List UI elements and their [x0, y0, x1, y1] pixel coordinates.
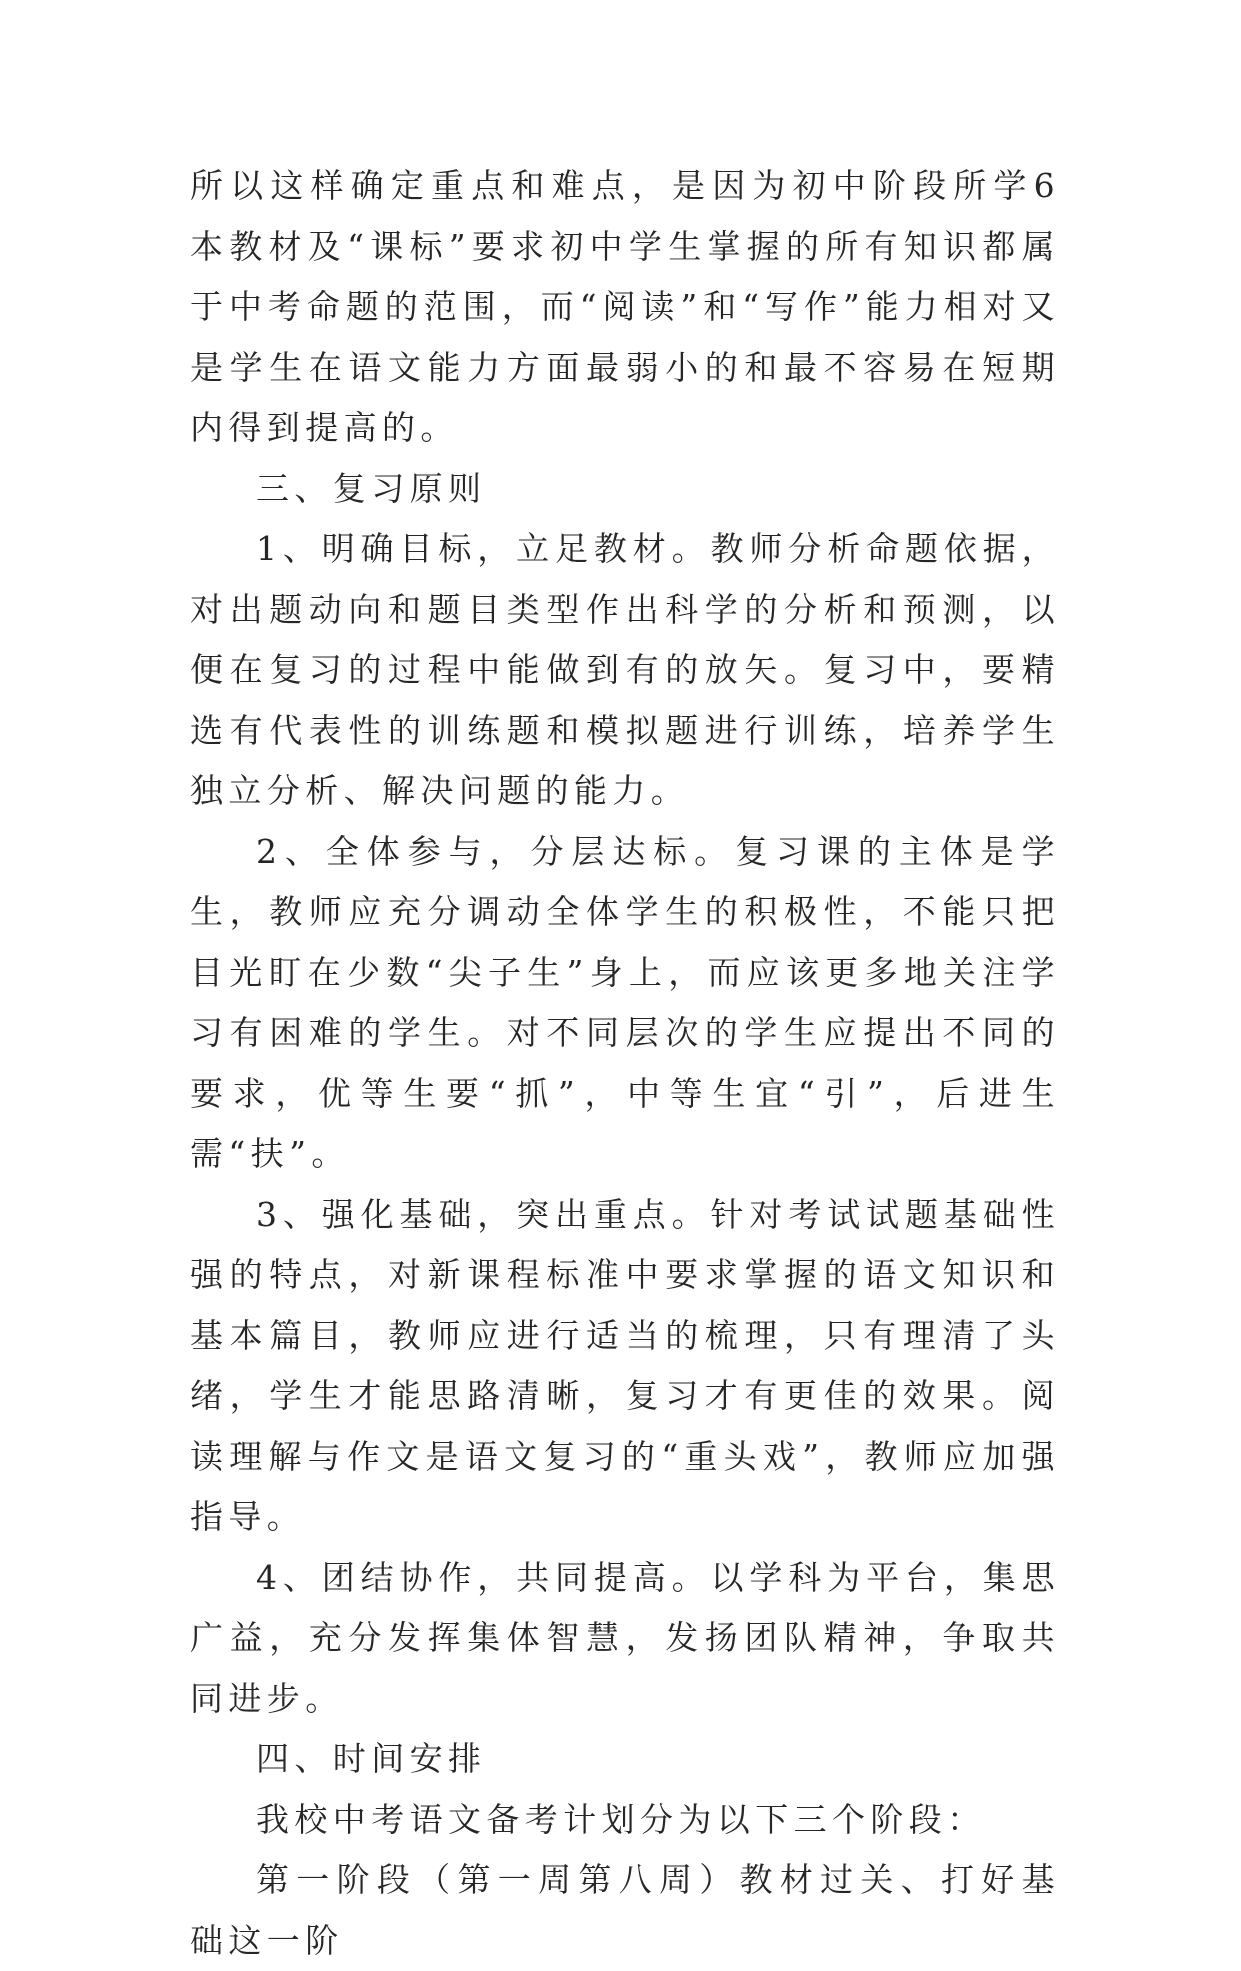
section-heading-schedule: 四、时间安排 — [256, 1739, 487, 1778]
paragraph-principle-3: 3、强化基础，突出重点。针对考试试题基础性强的特点，对新课程标准中要求掌握的语文知识和基本篇目，教师应进行适当的梳理，只有理清了头绪，学生才能思路清晰，复习才有更佳的效果。阅读理解与作文是语文复习的“重头戏”，教师应加强指导。 — [190, 1194, 1060, 1536]
paragraph-intro: 所以这样确定重点和难点，是因为初中阶段所学6本教材及“课标”要求初中学生掌握的所有知识都属于中考命题的范围，而“阅读”和“写作”能力相对又是学生在语文能力方面最弱小的和最不容易在短期内得到提高的。 — [190, 166, 1060, 447]
paragraph-stage-1: 第一阶段（第一周第八周）教材过关、打好基础这一阶 — [190, 1860, 1060, 1960]
paragraph-principle-1: 1、明确目标，立足教材。教师分析命题依据，对出题动向和题目类型作出科学的分析和预测，以便在复习的过程中能做到有的放矢。复习中，要精选有代表性的训练题和模拟题进行训练，培养学生独立分析、解决问题的能力。 — [190, 529, 1060, 810]
section-heading-review-principles: 三、复习原则 — [256, 468, 487, 508]
paragraph-schedule-intro: 我校中考语文备考计划分为以下三个阶段： — [256, 1799, 986, 1839]
paragraph-principle-4: 4、团结协作，共同提高。以学科为平台，集思广益，充分发挥集体智慧，发扬团队精神，争取共同进步。 — [190, 1557, 1060, 1718]
paragraph-principle-2: 2、全体参与，分层达标。复习课的主体是学生，教师应充分调动全体学生的积极性，不能只把目光盯在少数“尖子生”身上，而应该更多地关注学习有困难的学生。对不同层次的学生应提出不同的要求，优等生要“抓”，中等生宜“引”，后进生需“扶”。 — [190, 831, 1060, 1173]
document-body — [190, 156, 1060, 1971]
